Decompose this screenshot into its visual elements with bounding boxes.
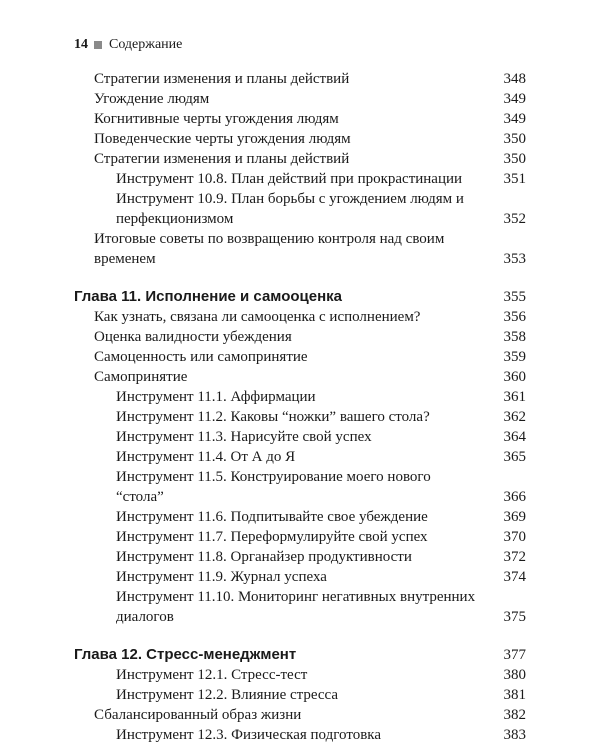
toc-entry	[74, 307, 526, 327]
toc-entry-page: 381	[503, 687, 526, 703]
toc-entry-page: 377	[503, 647, 526, 663]
toc-chapter-heading	[74, 645, 526, 665]
toc-entry	[74, 725, 526, 745]
square-bullet-icon	[94, 41, 102, 49]
toc-entry-page: 350	[503, 151, 526, 167]
toc-entry-title: Стратегии изменения и планы действий	[94, 151, 350, 167]
toc-entry-title: Инструмент 11.1. Аффирмации	[116, 389, 316, 405]
toc-entry-page: 361	[503, 389, 526, 405]
toc-entry-page: 374	[503, 569, 526, 585]
toc-entry	[74, 229, 526, 269]
toc-entry-title: Инструмент 12.2. Влияние стресса	[116, 687, 339, 703]
chapter-gap	[74, 269, 526, 287]
toc-entry	[74, 149, 526, 169]
toc-entry-page: 360	[503, 369, 526, 385]
toc-entry-title: Инструмент 10.8. План действий при прокрастинации	[116, 171, 463, 187]
toc-entry-page: 366	[503, 489, 526, 505]
toc-entry-page: 355	[503, 289, 526, 305]
toc-entry-title: Самоценность или самопринятие	[94, 349, 308, 365]
toc-entry	[74, 169, 526, 189]
toc-entry	[74, 189, 526, 229]
toc-entry-title: Инструмент 11.5. Конструирование моего нового “стола”	[116, 469, 431, 505]
toc-entry-title: Как узнать, связана ли самооценка с исполнением?	[94, 309, 421, 325]
toc-entry	[74, 587, 526, 627]
toc-entry	[74, 507, 526, 527]
toc-entry-page: 356	[503, 309, 526, 325]
toc-entry-title: Когнитивные черты угождения людям	[94, 111, 339, 127]
toc-entry-page: 352	[503, 211, 526, 227]
toc-entry-page: 350	[503, 131, 526, 147]
toc-entry	[74, 387, 526, 407]
toc-entry-title: Инструмент 11.8. Органайзер продуктивности	[116, 549, 412, 565]
chapter-gap	[74, 627, 526, 645]
toc-entry	[74, 327, 526, 347]
toc-entry	[74, 547, 526, 567]
toc-entry-page: 359	[503, 349, 526, 365]
toc-entry-title: Оценка валидности убеждения	[94, 329, 292, 345]
toc-entry-title: Самопринятие	[94, 369, 188, 385]
toc-entry-page: 370	[503, 529, 526, 545]
toc-entry-title: Инструмент 12.1. Стресс-тест	[116, 667, 308, 683]
toc-entry	[74, 665, 526, 685]
toc-entry-page: 375	[503, 609, 526, 625]
toc-entry-page: 383	[503, 727, 526, 743]
toc-entry-title: Инструмент 10.9. План борьбы с угождением людям и перфекционизмом	[116, 191, 464, 227]
toc-entry-page: 365	[503, 449, 526, 465]
toc-entry	[74, 527, 526, 547]
toc-entry-title: Инструмент 11.2. Каковы “ножки” вашего стола?	[116, 409, 430, 425]
table-of-contents	[74, 69, 526, 745]
toc-entry-page: 349	[503, 91, 526, 107]
toc-entry	[74, 69, 526, 89]
toc-entry-title: Инструмент 11.9. Журнал успеха	[116, 569, 327, 585]
toc-entry-title: Поведенческие черты угождения людям	[94, 131, 351, 147]
toc-entry	[74, 367, 526, 387]
toc-entry	[74, 427, 526, 447]
toc-entry-page: 380	[503, 667, 526, 683]
toc-entry	[74, 447, 526, 467]
toc-entry-page: 351	[503, 171, 526, 187]
toc-entry-page: 353	[503, 251, 526, 267]
toc-entry	[74, 567, 526, 587]
page-number: 14	[74, 37, 88, 52]
toc-entry-title: Угождение людям	[94, 91, 210, 107]
toc-entry	[74, 347, 526, 367]
toc-entry-page: 372	[503, 549, 526, 565]
toc-entry-page: 369	[503, 509, 526, 525]
running-header	[74, 37, 182, 53]
toc-entry-page: 382	[503, 707, 526, 723]
toc-entry-page: 349	[503, 111, 526, 127]
toc-entry	[74, 685, 526, 705]
toc-entry	[74, 705, 526, 725]
toc-entry	[74, 109, 526, 129]
toc-chapter-title: Глава 12. Стресс-менеджмент	[74, 646, 297, 663]
toc-chapter-heading	[74, 287, 526, 307]
toc-entry	[74, 89, 526, 109]
toc-entry-title: Сбалансированный образ жизни	[94, 707, 302, 723]
toc-entry-title: Инструмент 11.6. Подпитывайте свое убеждение	[116, 509, 428, 525]
toc-entry-title: Инструмент 11.7. Переформулируйте свой успех	[116, 529, 428, 545]
toc-entry-title: Инструмент 11.10. Мониторинг негативных внутренних диалогов	[116, 589, 476, 625]
toc-entry-page: 364	[503, 429, 526, 445]
toc-entry-page: 362	[503, 409, 526, 425]
toc-entry-title: Инструмент 11.4. От А до Я	[116, 449, 296, 465]
toc-entry-page: 348	[503, 71, 526, 87]
toc-entry-title: Инструмент 12.3. Физическая подготовка	[116, 727, 381, 743]
toc-entry	[74, 467, 526, 507]
running-title: Содержание	[109, 37, 183, 52]
toc-entry-title: Итоговые советы по возвращению контроля над своим временем	[94, 231, 445, 267]
toc-entry	[74, 407, 526, 427]
toc-entry-page: 358	[503, 329, 526, 345]
toc-entry-title: Инструмент 11.3. Нарисуйте свой успех	[116, 429, 372, 445]
toc-entry	[74, 129, 526, 149]
toc-entry-title: Стратегии изменения и планы действий	[94, 71, 350, 87]
toc-chapter-title: Глава 11. Исполнение и самооценка	[74, 288, 343, 305]
